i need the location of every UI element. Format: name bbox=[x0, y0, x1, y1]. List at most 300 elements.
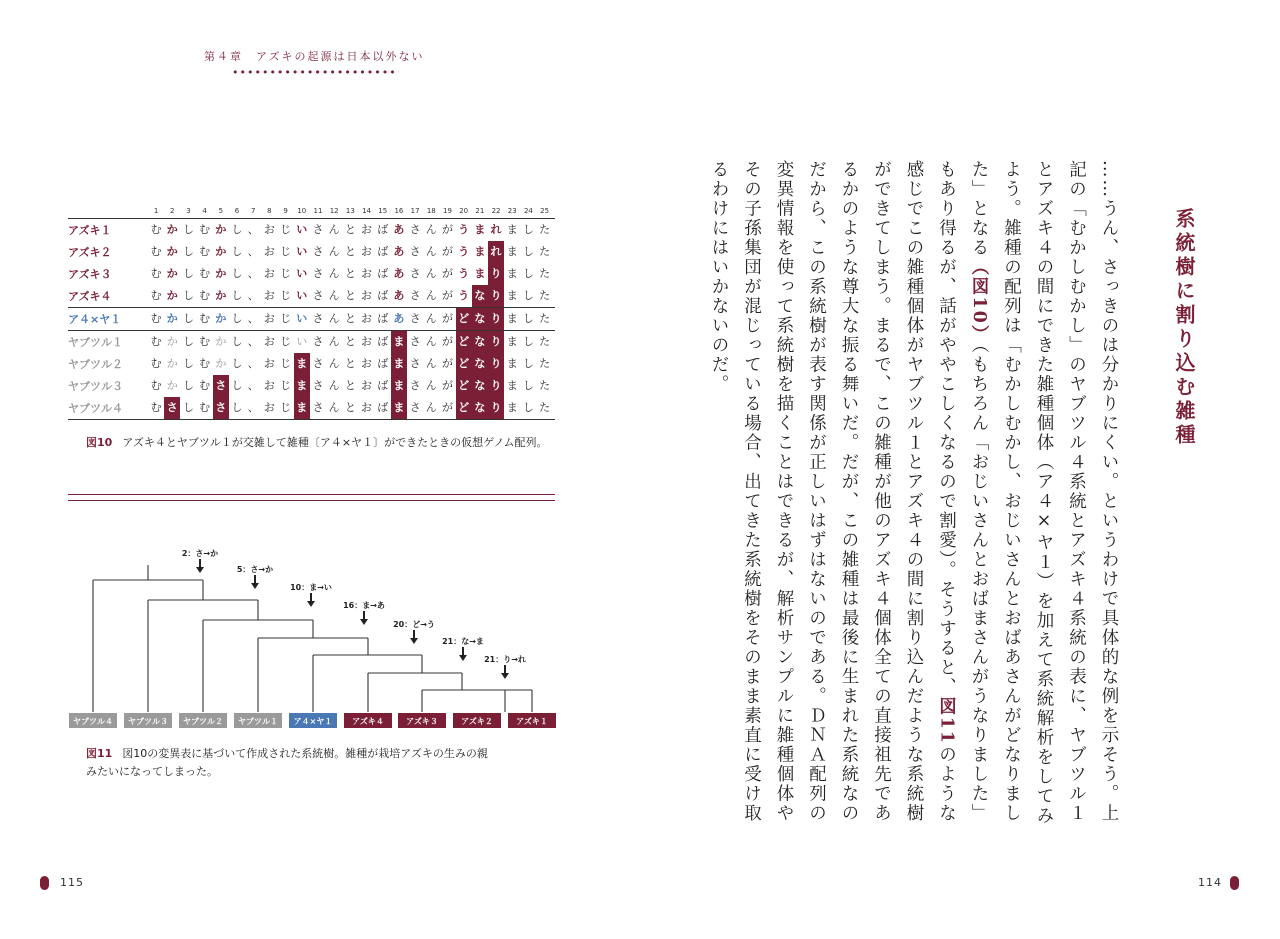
sequence-char: ば bbox=[377, 379, 389, 392]
sequence-char: む bbox=[199, 401, 211, 414]
position-number: 14 bbox=[362, 207, 371, 215]
sequence-char: り bbox=[488, 375, 504, 397]
sequence-char: な bbox=[472, 353, 488, 375]
sequence-char: が bbox=[441, 267, 453, 280]
mutation-label: 16：ま→あ bbox=[343, 601, 385, 610]
sequence-char: し bbox=[522, 223, 534, 236]
sequence-char: さ bbox=[312, 289, 324, 302]
mutation-label: 10：ま→い bbox=[290, 583, 332, 592]
body-text bbox=[703, 160, 1126, 840]
sequence-char: さ bbox=[312, 401, 324, 414]
sequence-char: さ bbox=[164, 397, 180, 419]
sequence-char: ま bbox=[391, 331, 407, 353]
position-number: 2 bbox=[170, 207, 175, 215]
figure-11-line1: 図10の変異表に基づいて作成された系統樹。雑種が栽培アズキの生みの親 bbox=[122, 747, 488, 760]
sequence-char: た bbox=[539, 401, 551, 414]
sequence-char: か bbox=[166, 223, 178, 236]
sequence-char: れ bbox=[488, 241, 504, 263]
section-title: 系統樹に割り込む雑種 bbox=[1172, 208, 1196, 448]
position-number: 8 bbox=[267, 207, 272, 215]
sequence-char: ば bbox=[377, 289, 389, 302]
sequence-char: か bbox=[166, 312, 178, 325]
sequence-char: と bbox=[344, 312, 356, 325]
figure-10-text: アズキ４とヤブツル１が交雑して雑種〔ア４×ヤ１〕ができたときの仮想ゲノム配列。 bbox=[122, 436, 548, 449]
sequence-char: い bbox=[296, 335, 308, 348]
sequence-char: か bbox=[166, 335, 178, 348]
sequence-char: し bbox=[231, 245, 243, 258]
page-marker-left bbox=[40, 876, 49, 890]
sequence-char: あ bbox=[393, 245, 405, 258]
sequence-char: ば bbox=[377, 335, 389, 348]
position-number: 12 bbox=[329, 207, 339, 215]
sequence-char: が bbox=[441, 289, 453, 302]
sequence-char: ま bbox=[506, 289, 518, 302]
sequence-char: ん bbox=[425, 245, 437, 258]
sequence-char: お bbox=[263, 379, 275, 392]
sequence-char: し bbox=[522, 245, 534, 258]
sequence-char: た bbox=[539, 267, 551, 280]
sequence-char: ま bbox=[506, 312, 518, 325]
sequence-char: ま bbox=[294, 353, 310, 375]
sequence-char: し bbox=[182, 267, 194, 280]
sequence-char: ま bbox=[391, 375, 407, 397]
position-number: 7 bbox=[250, 207, 256, 215]
position-number: 22 bbox=[491, 207, 501, 215]
sequence-char: ん bbox=[328, 223, 340, 236]
sequence-char: し bbox=[522, 312, 534, 325]
sequence-char: ま bbox=[391, 353, 407, 375]
sequence-char: お bbox=[361, 223, 373, 236]
tree-leaf-label: アズキ４ bbox=[352, 717, 384, 726]
sequence-label: アズキ３ bbox=[68, 268, 112, 281]
sequence-char: む bbox=[150, 267, 162, 280]
sequence-label: アズキ１ bbox=[68, 224, 112, 237]
position-number: 1 bbox=[153, 207, 159, 215]
sequence-char: し bbox=[182, 335, 194, 348]
sequence-char: ん bbox=[425, 379, 437, 392]
page-marker-right bbox=[1230, 876, 1239, 890]
sequence-char: な bbox=[472, 308, 488, 330]
mutation-arrowhead bbox=[501, 673, 509, 679]
sequence-char: し bbox=[182, 245, 194, 258]
figure-10-label: 図10 bbox=[86, 436, 113, 449]
sequence-char: お bbox=[361, 245, 373, 258]
sequence-char: と bbox=[344, 289, 356, 302]
sequence-char: が bbox=[441, 379, 453, 392]
mutation-label: 20：ど→う bbox=[393, 620, 435, 629]
sequence-char: し bbox=[231, 312, 243, 325]
sequence-char: む bbox=[150, 357, 162, 370]
mutation-label: 21：り→れ bbox=[484, 655, 526, 664]
sequence-char: し bbox=[182, 223, 194, 236]
sequence-char: む bbox=[150, 335, 162, 348]
sequence-char: じ bbox=[280, 245, 292, 258]
sequence-char: り bbox=[488, 353, 504, 375]
sequence-char: ば bbox=[377, 267, 389, 280]
sequence-char: さ bbox=[409, 267, 421, 280]
sequence-char: ど bbox=[456, 397, 472, 419]
body-part-1b: 「むかしむかし」のヤブツル４系統とアズキ４系統の表に、ヤブツル１とアズキ４の間にできた雑種個体（ア４×ヤ１）を加えて系統解析をしてみよう。雑種の配列は「むかしむかし、おじいさんとおばあさんがどなりました」となる bbox=[969, 160, 1087, 826]
sequence-char: か bbox=[215, 267, 227, 280]
sequence-char: 、 bbox=[247, 401, 259, 414]
sequence-char: り bbox=[488, 331, 504, 353]
sequence-char: ん bbox=[425, 289, 437, 302]
sequence-char: さ bbox=[409, 289, 421, 302]
mutation-arrowhead bbox=[307, 601, 315, 607]
sequence-char: さ bbox=[409, 357, 421, 370]
sequence-char: あ bbox=[393, 267, 405, 280]
tree-leaf-label: ア４×ヤ１ bbox=[293, 717, 333, 726]
body-part-1d: のような感じでこの雑種個体がヤブツル１とアズキ４の間に割り込んだような系統樹ができてしまう。まるで、この雑種が他のアズキ４個体全ての直接祖先であるかのような尊大な振る舞いだ。だが、この雑種は最後に生まれた系統なのだから、この系統樹が表す関係が正しいはずはないのである。ＤＮＡ配列の変異情報を使って系統樹を描くことはできるが、解析サンプルに雑種個体やその子孫集団が混じっている場合、出てきた系統樹をそのまま素直に受け取るわけにはいかないのだ。 bbox=[709, 160, 957, 824]
sequence-char: あ bbox=[393, 289, 405, 302]
sequence-char: か bbox=[166, 245, 178, 258]
sequence-char: ん bbox=[425, 267, 437, 280]
sequence-char: ん bbox=[328, 401, 340, 414]
sequence-char: ま bbox=[474, 267, 486, 280]
sequence-char: お bbox=[263, 335, 275, 348]
sequence-char: ま bbox=[506, 267, 518, 280]
tree-leaf-label: ヤブツル２ bbox=[183, 717, 223, 726]
position-number: 9 bbox=[283, 207, 288, 215]
sequence-char: じ bbox=[280, 312, 292, 325]
sequence-char: り bbox=[488, 285, 504, 307]
sequence-char: ん bbox=[328, 379, 340, 392]
sequence-char: お bbox=[361, 357, 373, 370]
sequence-char: ば bbox=[377, 401, 389, 414]
figure-11-caption bbox=[86, 745, 488, 781]
position-number: 10 bbox=[297, 207, 307, 215]
sequence-char: む bbox=[199, 245, 211, 258]
sequence-char: し bbox=[231, 223, 243, 236]
sequence-char: し bbox=[522, 267, 534, 280]
sequence-char: し bbox=[231, 379, 243, 392]
sequence-char: ど bbox=[456, 375, 472, 397]
sequence-char: お bbox=[263, 357, 275, 370]
mutation-arrowhead bbox=[459, 655, 467, 661]
sequence-char: と bbox=[344, 335, 356, 348]
sequence-char: む bbox=[199, 335, 211, 348]
sequence-char: し bbox=[522, 357, 534, 370]
sequence-char: か bbox=[215, 223, 227, 236]
sequence-char: う bbox=[458, 267, 470, 280]
position-number: 23 bbox=[507, 207, 517, 215]
sequence-char: 、 bbox=[247, 267, 259, 280]
sequence-char: と bbox=[344, 245, 356, 258]
sequence-char: た bbox=[539, 357, 551, 370]
sequence-char: ん bbox=[328, 335, 340, 348]
position-number: 6 bbox=[234, 207, 240, 215]
figure-11-reference: 図11 bbox=[936, 697, 957, 746]
mutation-arrowhead bbox=[410, 638, 418, 644]
sequence-char: が bbox=[441, 357, 453, 370]
sequence-char: ん bbox=[425, 312, 437, 325]
sequence-char: ん bbox=[425, 357, 437, 370]
sequence-char: が bbox=[441, 312, 453, 325]
sequence-char: と bbox=[344, 267, 356, 280]
sequence-char: い bbox=[296, 223, 308, 236]
sequence-char: ま bbox=[391, 397, 407, 419]
sequence-char: し bbox=[231, 335, 243, 348]
sequence-char: じ bbox=[280, 335, 292, 348]
sequence-char: し bbox=[231, 357, 243, 370]
body-part-1a: ……うん、さっきのは分かりにくい。というわけで具体的な例を示そう。上記の bbox=[1066, 160, 1119, 823]
sequence-char: が bbox=[441, 335, 453, 348]
position-number: 18 bbox=[426, 207, 436, 215]
sequence-label: ヤブツル１ bbox=[68, 336, 123, 349]
page-number-left: 115 bbox=[60, 876, 84, 889]
sequence-char: む bbox=[150, 289, 162, 302]
sequence-char: し bbox=[182, 312, 194, 325]
tree-leaf-label: アズキ２ bbox=[461, 717, 493, 726]
tree-leaf-label: ヤブツル１ bbox=[238, 717, 278, 726]
sequence-char: た bbox=[539, 379, 551, 392]
sequence-char: む bbox=[150, 245, 162, 258]
sequence-char: む bbox=[199, 267, 211, 280]
mutation-label: 5：さ→か bbox=[236, 565, 274, 574]
sequence-char: ま bbox=[474, 245, 486, 258]
chapter-dots: •••••••••••••••••••••• bbox=[232, 66, 397, 79]
sequence-char: さ bbox=[312, 245, 324, 258]
page-number-right: 114 bbox=[1198, 876, 1222, 889]
sequence-char: ま bbox=[506, 335, 518, 348]
tree-leaf-label: アズキ１ bbox=[516, 717, 548, 726]
figure-10-reference: （図10） bbox=[969, 257, 989, 345]
sequence-char: さ bbox=[213, 397, 229, 419]
sequence-char: 、 bbox=[247, 312, 259, 325]
sequence-char: む bbox=[199, 289, 211, 302]
sequence-char: ど bbox=[456, 308, 472, 330]
position-number: 24 bbox=[523, 207, 533, 215]
sequence-label: ヤブツル２ bbox=[68, 358, 123, 371]
sequence-char: し bbox=[522, 401, 534, 414]
sequence-char: い bbox=[296, 245, 308, 258]
sequence-char: じ bbox=[280, 289, 292, 302]
sequence-char: 、 bbox=[247, 223, 259, 236]
sequence-char: た bbox=[539, 245, 551, 258]
sequence-char: 、 bbox=[247, 379, 259, 392]
sequence-char: し bbox=[231, 289, 243, 302]
sequence-char: む bbox=[150, 312, 162, 325]
sequence-char: さ bbox=[312, 223, 324, 236]
sequence-char: い bbox=[296, 312, 308, 325]
sequence-char: じ bbox=[280, 223, 292, 236]
mutation-label: 21：な→ま bbox=[442, 637, 484, 646]
sequence-char: う bbox=[458, 223, 470, 236]
sequence-char: が bbox=[441, 245, 453, 258]
sequence-char: い bbox=[296, 289, 308, 302]
sequence-char: た bbox=[539, 289, 551, 302]
sequence-char: ま bbox=[474, 223, 486, 236]
sequence-char: 、 bbox=[247, 289, 259, 302]
sequence-char: か bbox=[166, 357, 178, 370]
sequence-char: 、 bbox=[247, 357, 259, 370]
sequence-char: し bbox=[182, 379, 194, 392]
sequence-char: さ bbox=[409, 223, 421, 236]
sequence-char: な bbox=[472, 397, 488, 419]
sequence-char: お bbox=[263, 267, 275, 280]
sequence-char: と bbox=[344, 357, 356, 370]
sequence-char: な bbox=[472, 375, 488, 397]
sequence-char: た bbox=[539, 312, 551, 325]
sequence-char: ん bbox=[328, 245, 340, 258]
sequence-char: さ bbox=[409, 401, 421, 414]
sequence-char: た bbox=[539, 335, 551, 348]
sequence-char: む bbox=[199, 312, 211, 325]
sequence-char: ま bbox=[506, 379, 518, 392]
sequence-char: じ bbox=[280, 357, 292, 370]
sequence-char: ま bbox=[506, 401, 518, 414]
sequence-char: か bbox=[215, 357, 227, 370]
sequence-char: お bbox=[361, 379, 373, 392]
tree-leaf-label: ヤブツル３ bbox=[128, 717, 168, 726]
mutation-arrowhead bbox=[196, 567, 204, 573]
sequence-char: む bbox=[199, 223, 211, 236]
sequence-char: ま bbox=[506, 357, 518, 370]
sequence-char: ば bbox=[377, 312, 389, 325]
sequence-char: な bbox=[472, 285, 488, 307]
sequence-char: ば bbox=[377, 357, 389, 370]
sequence-char: し bbox=[182, 357, 194, 370]
sequence-char: う bbox=[458, 245, 470, 258]
sequence-label: ヤブツル４ bbox=[68, 402, 123, 415]
sequence-char: さ bbox=[312, 312, 324, 325]
sequence-char: あ bbox=[393, 312, 405, 325]
sequence-char: ま bbox=[294, 397, 310, 419]
position-number: 5 bbox=[218, 207, 224, 215]
sequence-char: お bbox=[361, 401, 373, 414]
sequence-char: む bbox=[150, 379, 162, 392]
chapter-header: 第４章 アズキの起源は日本以外ない bbox=[204, 50, 425, 63]
sequence-char: し bbox=[522, 335, 534, 348]
sequence-char: 、 bbox=[247, 335, 259, 348]
sequence-char: む bbox=[150, 401, 162, 414]
sequence-char: し bbox=[182, 401, 194, 414]
sequence-char: さ bbox=[312, 357, 324, 370]
sequence-char: か bbox=[166, 289, 178, 302]
sequence-char: ま bbox=[506, 223, 518, 236]
position-number: 20 bbox=[459, 207, 469, 215]
sequence-char: し bbox=[182, 289, 194, 302]
sequence-char: さ bbox=[312, 267, 324, 280]
figure-11-label: 図11 bbox=[86, 747, 113, 760]
sequence-char: さ bbox=[409, 379, 421, 392]
sequence-char: お bbox=[361, 267, 373, 280]
sequence-char: か bbox=[215, 245, 227, 258]
sequence-char: む bbox=[150, 223, 162, 236]
position-number: 4 bbox=[202, 207, 207, 215]
sequence-char: れ bbox=[490, 223, 502, 236]
mutation-arrowhead bbox=[251, 583, 259, 589]
sequence-label: ア４×ヤ１ bbox=[68, 313, 122, 326]
position-number: 13 bbox=[345, 207, 355, 215]
sequence-char: ん bbox=[425, 335, 437, 348]
sequence-char: か bbox=[166, 267, 178, 280]
sequence-char: あ bbox=[393, 223, 405, 236]
sequence-label: アズキ２ bbox=[68, 246, 112, 259]
sequence-char: ば bbox=[377, 245, 389, 258]
sequence-char: と bbox=[344, 223, 356, 236]
sequence-char: ん bbox=[328, 312, 340, 325]
sequence-char: ん bbox=[328, 357, 340, 370]
sequence-char: と bbox=[344, 379, 356, 392]
sequence-char: が bbox=[441, 401, 453, 414]
sequence-char: さ bbox=[213, 375, 229, 397]
sequence-char: お bbox=[263, 245, 275, 258]
sequence-char: し bbox=[522, 379, 534, 392]
sequence-char: う bbox=[458, 289, 470, 302]
position-number: 17 bbox=[410, 207, 420, 215]
sequence-char: さ bbox=[312, 379, 324, 392]
sequence-char: じ bbox=[280, 401, 292, 414]
sequence-char: か bbox=[166, 379, 178, 392]
sequence-char: ど bbox=[456, 353, 472, 375]
sequence-char: ん bbox=[328, 289, 340, 302]
sequence-label: ヤブツル３ bbox=[68, 380, 123, 393]
sequence-char: な bbox=[472, 331, 488, 353]
sequence-char: お bbox=[263, 401, 275, 414]
sequence-label: アズキ４ bbox=[68, 290, 112, 303]
sequence-char: い bbox=[296, 267, 308, 280]
sequence-char: た bbox=[539, 223, 551, 236]
sequence-char: が bbox=[441, 223, 453, 236]
sequence-char: ど bbox=[456, 331, 472, 353]
sequence-char: さ bbox=[409, 335, 421, 348]
sequence-char: ん bbox=[425, 223, 437, 236]
sequence-char: じ bbox=[280, 267, 292, 280]
sequence-char: か bbox=[215, 335, 227, 348]
sequence-char: ん bbox=[425, 401, 437, 414]
tree-leaf-label: ヤブツル４ bbox=[73, 717, 113, 726]
sequence-char: 、 bbox=[247, 245, 259, 258]
position-number: 25 bbox=[540, 207, 550, 215]
tree-leaf-label: アズキ３ bbox=[406, 717, 438, 726]
position-number: 11 bbox=[313, 207, 323, 215]
mutation-arrowhead bbox=[360, 619, 368, 625]
sequence-char: さ bbox=[312, 335, 324, 348]
position-number: 15 bbox=[378, 207, 388, 215]
sequence-char: お bbox=[361, 335, 373, 348]
sequence-char: お bbox=[361, 312, 373, 325]
sequence-char: と bbox=[344, 401, 356, 414]
sequence-char: ま bbox=[506, 245, 518, 258]
sequence-char: し bbox=[231, 401, 243, 414]
position-number: 21 bbox=[475, 207, 485, 215]
position-number: 3 bbox=[186, 207, 191, 215]
sequence-char: し bbox=[522, 289, 534, 302]
position-number: 16 bbox=[394, 207, 404, 215]
body-part-1c: （もちろん「おじいさんとおばまさんがうなりました」もあり得るが、話がややこしくなるので割愛）。そうすると、 bbox=[936, 160, 989, 824]
position-number: 19 bbox=[443, 207, 452, 215]
sequence-char: り bbox=[488, 263, 504, 285]
sequence-char: り bbox=[488, 308, 504, 330]
figure-11-line2: みたいになってしまった。 bbox=[86, 765, 218, 778]
sequence-char: お bbox=[263, 312, 275, 325]
sequence-char: ば bbox=[377, 223, 389, 236]
sequence-char: じ bbox=[280, 379, 292, 392]
sequence-char: か bbox=[215, 312, 227, 325]
sequence-char: し bbox=[231, 267, 243, 280]
sequence-char: お bbox=[361, 289, 373, 302]
sequence-char: ん bbox=[328, 267, 340, 280]
sequence-char: さ bbox=[409, 312, 421, 325]
sequence-char: さ bbox=[409, 245, 421, 258]
sequence-char: お bbox=[263, 289, 275, 302]
sequence-char: ま bbox=[294, 375, 310, 397]
sequence-char: か bbox=[215, 289, 227, 302]
mutation-label: 2：さ→か bbox=[181, 549, 219, 558]
sequence-char: お bbox=[263, 223, 275, 236]
sequence-char: り bbox=[488, 397, 504, 419]
